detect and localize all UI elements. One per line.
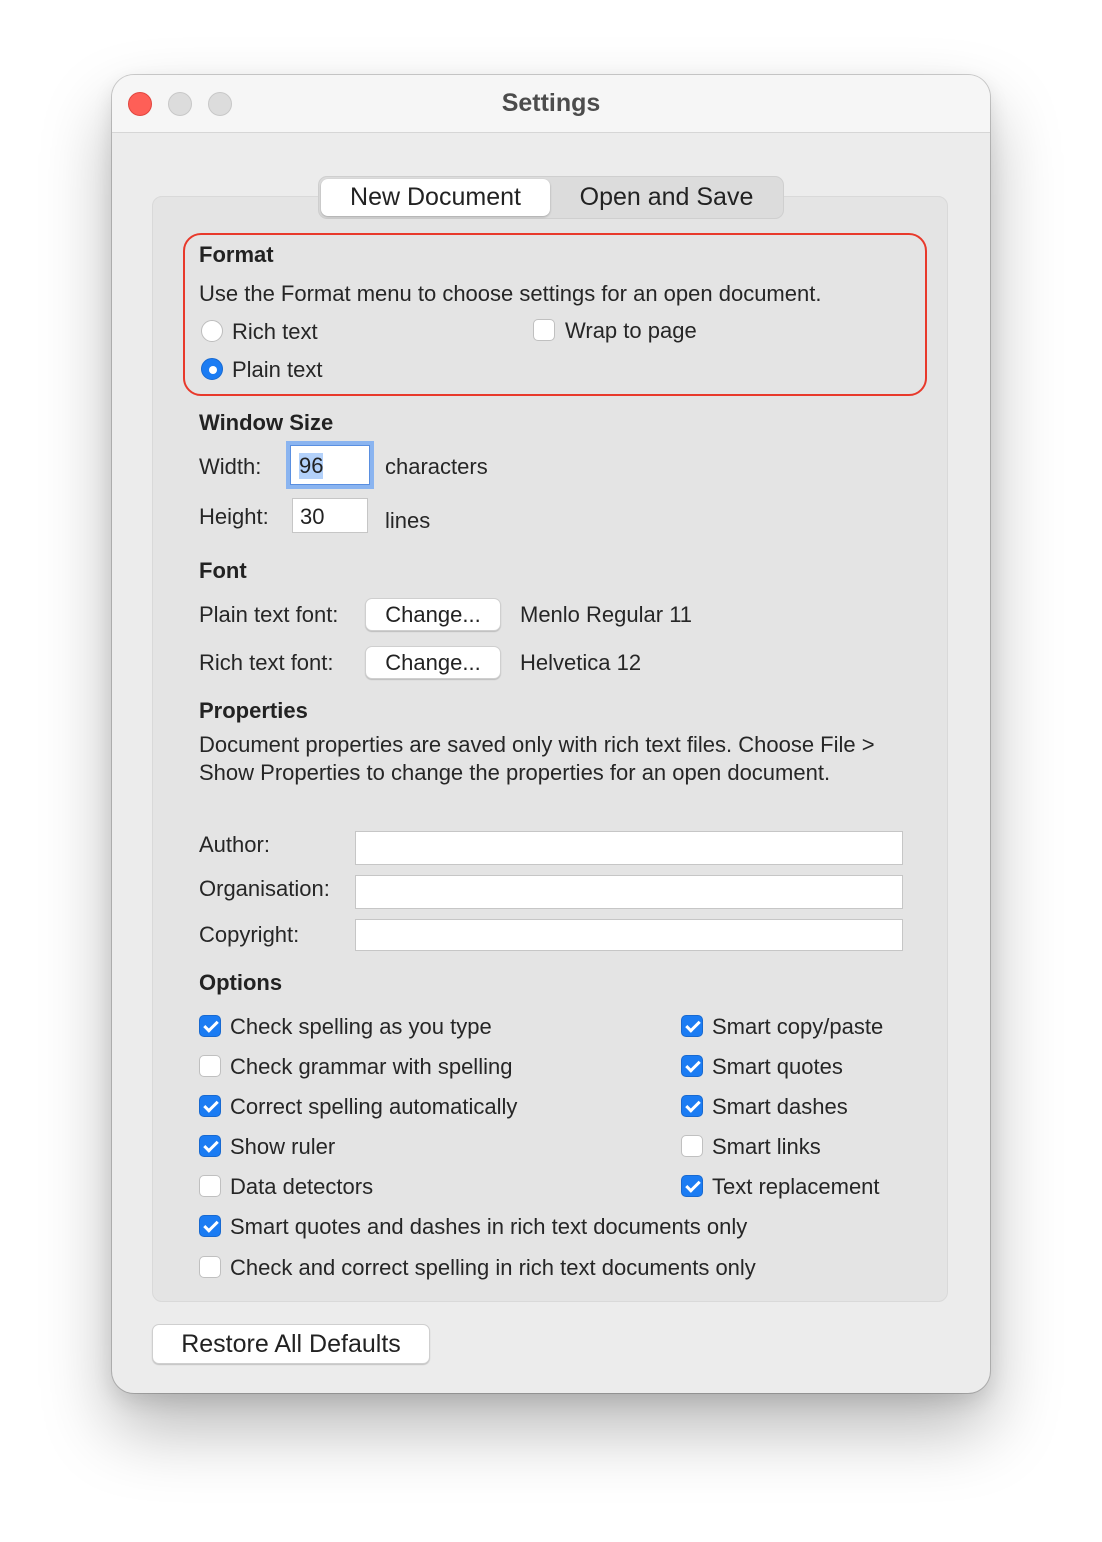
plain-text-radio[interactable] (201, 358, 223, 380)
check-spelling-label[interactable]: Check spelling as you type (230, 1014, 492, 1039)
width-field[interactable] (290, 445, 370, 485)
show-ruler-label[interactable]: Show ruler (230, 1134, 336, 1159)
window-size-heading: Window Size (199, 410, 334, 435)
smart-links-label[interactable]: Smart links (712, 1134, 821, 1159)
smart-copy-paste-label[interactable]: Smart copy/paste (712, 1014, 884, 1039)
check-spelling-checkbox[interactable] (199, 1015, 221, 1037)
font-heading: Font (199, 558, 247, 583)
height-value: 30 (300, 504, 325, 529)
smart-dashes-checkbox[interactable] (681, 1095, 703, 1117)
organisation-label: Organisation: (199, 876, 330, 901)
change-rich-font-button[interactable]: Change... (365, 646, 501, 679)
restore-all-defaults-button[interactable]: Restore All Defaults (152, 1324, 430, 1364)
spelling-rich-only-checkbox[interactable] (199, 1256, 221, 1278)
show-ruler-checkbox[interactable] (199, 1135, 221, 1157)
wrap-to-page-label[interactable]: Wrap to page (565, 318, 697, 343)
check-grammar-label[interactable]: Check grammar with spelling (230, 1054, 513, 1079)
plain-text-font-label: Plain text font: (199, 602, 339, 627)
correct-spelling-label[interactable]: Correct spelling automatically (230, 1094, 518, 1119)
rich-font-value: Helvetica 12 (520, 650, 642, 675)
smart-dashes-label[interactable]: Smart dashes (712, 1094, 848, 1119)
smart-quotes-rich-only-checkbox[interactable] (199, 1215, 221, 1237)
smart-quotes-label[interactable]: Smart quotes (712, 1054, 843, 1079)
options-heading: Options (199, 970, 283, 995)
rich-text-label[interactable]: Rich text (232, 319, 318, 344)
window-title: Settings (501, 89, 601, 117)
title-bar[interactable] (112, 75, 990, 133)
tab-open-and-save[interactable]: Open and Save (579, 183, 754, 211)
rich-text-font-label: Rich text font: (199, 650, 334, 675)
data-detectors-label[interactable]: Data detectors (230, 1174, 374, 1199)
height-label: Height: (199, 504, 269, 529)
text-replacement-checkbox[interactable] (681, 1175, 703, 1197)
text-replacement-label[interactable]: Text replacement (712, 1174, 880, 1199)
format-heading: Format (199, 242, 274, 267)
change-plain-font-button[interactable]: Change... (365, 598, 501, 631)
copyright-label: Copyright: (199, 922, 300, 947)
author-field[interactable] (355, 831, 903, 865)
plain-text-label[interactable]: Plain text (232, 357, 323, 382)
smart-quotes-rich-only-label[interactable]: Smart quotes and dashes in rich text documents only (230, 1214, 748, 1239)
width-unit: characters (385, 454, 488, 479)
wrap-to-page-checkbox[interactable] (533, 319, 555, 341)
width-label: Width: (199, 454, 262, 479)
properties-heading: Properties (199, 698, 308, 723)
tab-new-document[interactable]: New Document (321, 179, 550, 216)
organisation-field[interactable] (355, 875, 903, 909)
spelling-rich-only-label[interactable]: Check and correct spelling in rich text documents only (230, 1255, 756, 1280)
tab-bar (318, 176, 784, 219)
correct-spelling-checkbox[interactable] (199, 1095, 221, 1117)
plain-font-value: Menlo Regular 11 (520, 602, 693, 627)
data-detectors-checkbox[interactable] (199, 1175, 221, 1197)
width-value: 96 (299, 453, 324, 478)
smart-copy-paste-checkbox[interactable] (681, 1015, 703, 1037)
author-label: Author: (199, 832, 270, 857)
format-description: Use the Format menu to choose settings for an open document. (199, 281, 822, 306)
smart-links-checkbox[interactable] (681, 1135, 703, 1157)
properties-description: Document properties are saved only with rich text files. Choose File > Show Properties to change the properties for an open document. (199, 732, 875, 785)
settings-window (112, 75, 990, 1393)
copyright-field[interactable] (355, 919, 903, 951)
check-grammar-checkbox[interactable] (199, 1055, 221, 1077)
height-field[interactable] (292, 498, 368, 533)
smart-quotes-checkbox[interactable] (681, 1055, 703, 1077)
height-unit: lines (385, 508, 431, 533)
rich-text-radio[interactable] (201, 320, 223, 342)
